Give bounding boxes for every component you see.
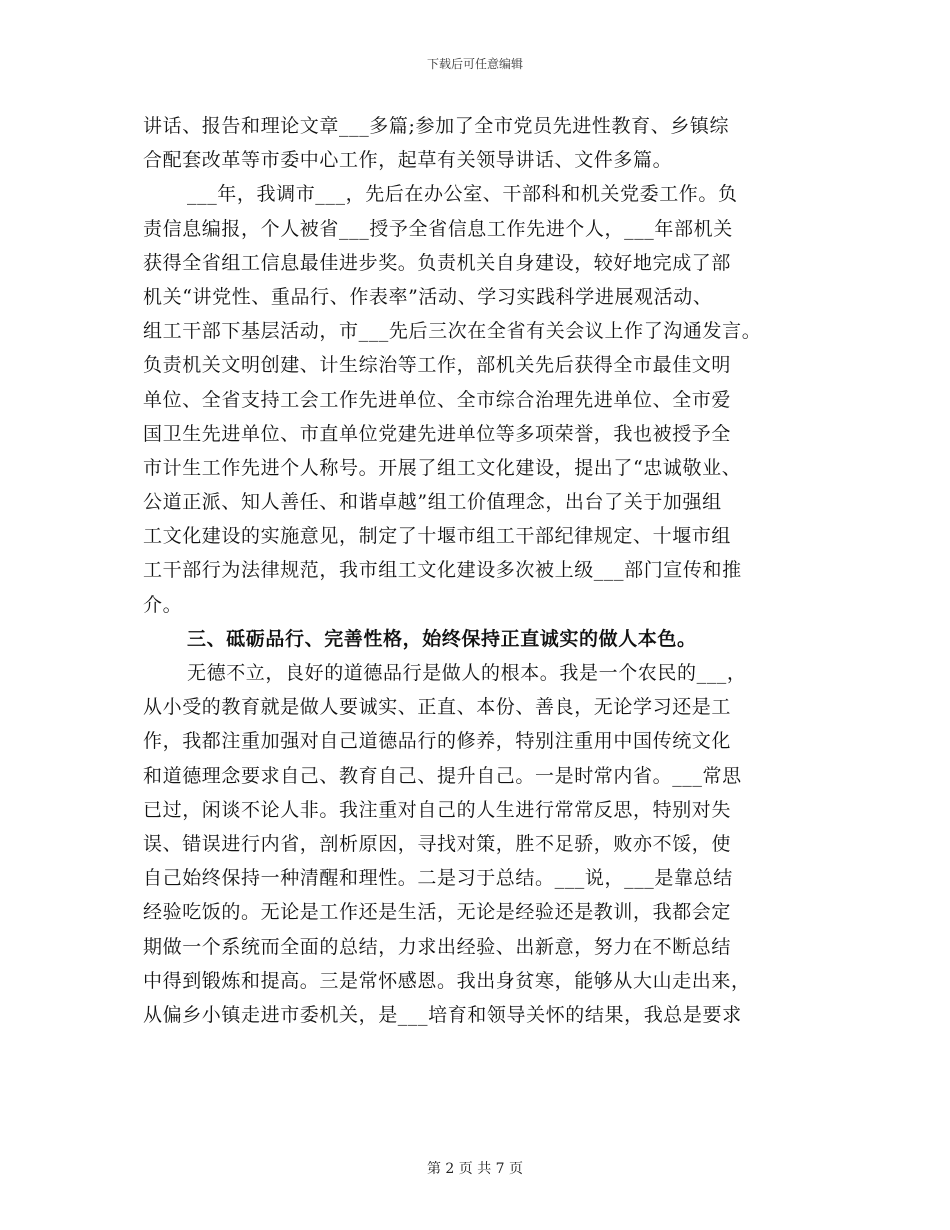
text-line: 经验吃饭的。无论是工作还是生活，无论是经验还是教训，我都会定 [143, 901, 732, 924]
text-line: 已过，闲谈不论人非。我注重对自己的人生进行常常反思，特别对失 [143, 798, 732, 821]
text-line: 自己始终保持一种清醒和理性。二是习于总结。___说，___是靠总结 [143, 867, 733, 890]
text-line: 责信息编报，个人被省___授予全省信息工作先进个人，___年部机关 [143, 217, 733, 240]
text-line: 工文化建设的实施意见，制定了十堰市组工干部纪律规定、十堰市组 [143, 525, 732, 548]
text-line: 作，我都注重加强对自己道德品行的修养，特别注重用中国传统文化 [143, 730, 732, 753]
text-line: 获得全省组工信息最佳进步奖。负责机关自身建设，较好地完成了部 [143, 251, 732, 274]
text-line: 期做一个系统而全面的总结，力求出经验、出新意，努力在不断总结 [143, 935, 732, 958]
page-header: 下载后可任意编辑 [426, 57, 523, 71]
text-line: 公道正派、知人善任、和谐卓越”组工价值理念，出台了关于加强组 [143, 491, 722, 514]
text-line: 合配套改革等市委中心工作，起草有关领导讲话、文件多篇。 [143, 149, 673, 172]
section-heading: 三、砥砺品行、完善性格，始终保持正直诚实的做人本色。 [187, 627, 697, 650]
page-number-footer: 第 2 页 共 7 页 [426, 1161, 524, 1177]
paragraph-start-line: 无德不立，良好的道德品行是做人的根本。我是一个农民的___， [187, 662, 747, 684]
text-line: 负责机关文明创建、计生综治等工作，部机关先后获得全市最佳文明 [143, 354, 732, 377]
text-line: 国卫生先进单位、市直单位党建先进单位等多项荣誉，我也被授予全 [143, 422, 732, 445]
paragraph-start-line: ___年，我调市___，先后在办公室、干部科和机关党委工作。负 [187, 183, 738, 206]
text-line: 工干部行为法律规范，我市组工文化建设多次被上级___部门宣传和推 [143, 559, 742, 582]
text-line: 市计生工作先进个人称号。开展了组工文化建设，提出了“忠诚敬业、 [143, 456, 742, 479]
text-line: 从偏乡小镇走进市委机关，是___培育和领导关怀的结果，我总是要求 [143, 1003, 742, 1026]
document-body [143, 109, 813, 1032]
text-line: 讲话、报告和理论文章___多篇;参加了全市党员先进性教育、乡镇综 [143, 115, 730, 137]
text-line: 从小受的教育就是做人要诚实、正直、本份、善良，无论学习还是工 [143, 696, 732, 719]
text-line: 机关“讲党性、重品行、作表率”活动、学习实践科学进展观活动、 [143, 285, 713, 308]
text-line: 中得到锻炼和提高。三是常怀感恩。我出身贫寒，能够从大山走出来， [143, 969, 751, 992]
text-line: 组工干部下基层活动，市___先后三次在全省有关会议上作了沟通发言。 [143, 320, 762, 343]
text-line: 介。 [143, 593, 183, 616]
text-line: 单位、全省支持工会工作先进单位、全市综合治理先进单位、全市爱 [143, 388, 732, 411]
text-line: 误、错误进行内省，剖析原因，寻找对策，胜不足骄，败亦不馁，使 [143, 832, 732, 855]
text-line: 和道德理念要求自己、教育自己、提升自己。一是时常内省。___常思 [143, 764, 742, 787]
